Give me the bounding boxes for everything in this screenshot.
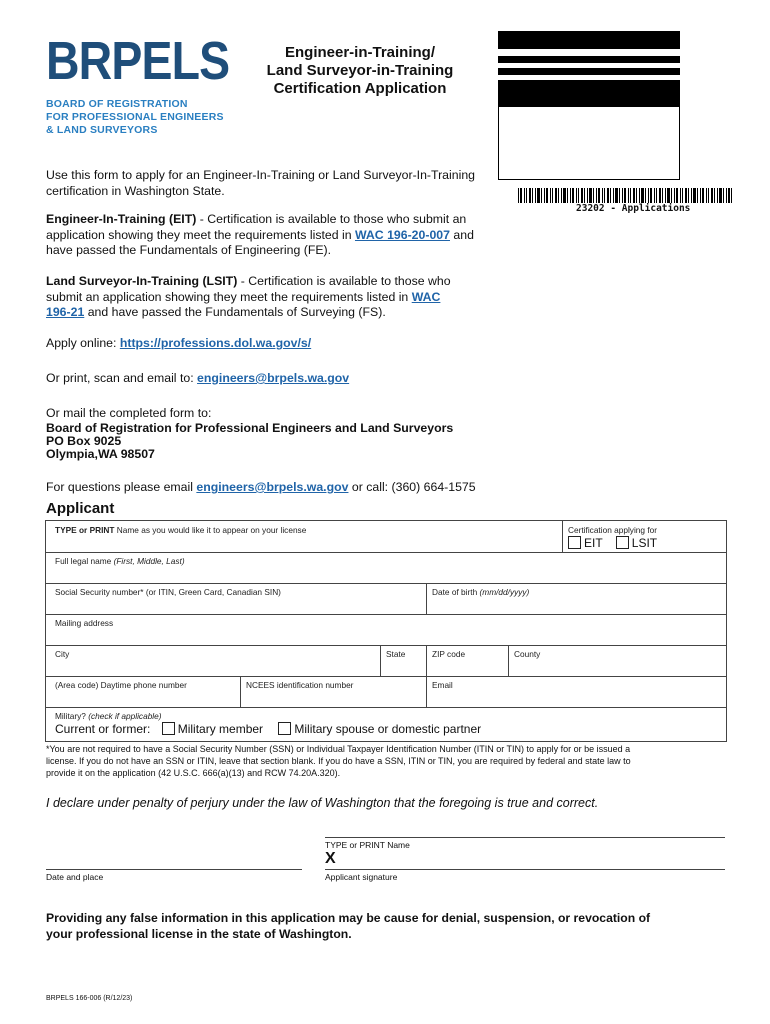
eit-checkbox-box[interactable] <box>568 536 581 549</box>
office-use-bar <box>498 80 680 106</box>
military-member-checkbox-box[interactable] <box>162 722 175 735</box>
signature-label: Applicant signature <box>325 872 398 882</box>
military-spouse-checkbox[interactable]: Military spouse or domestic partner <box>278 722 481 736</box>
certification-label: Certification applying for <box>568 525 658 535</box>
print-name-label: TYPE or PRINT Name <box>325 840 410 850</box>
certification-options <box>568 536 657 550</box>
mailing-address-field[interactable]: Mailing address <box>55 618 114 628</box>
signature-line <box>325 869 725 870</box>
barcode-label: 23202 - Applications <box>576 203 691 214</box>
full-legal-name-field[interactable]: Full legal name (First, Middle, Last) <box>55 556 185 566</box>
license-name-field[interactable]: TYPE or PRINT Name as you would like it to appear on your license <box>55 525 307 535</box>
col-divider <box>426 583 427 614</box>
ssn-field[interactable]: Social Security number* (or ITIN, Green Card, Canadian SIN) <box>55 587 281 597</box>
zip-field[interactable]: ZIP code <box>432 649 466 659</box>
office-use-bar <box>498 31 680 49</box>
print-name-line <box>325 837 725 838</box>
eit-paragraph: Engineer-In-Training (EIT) - Certification is available to those who submit an application showing they meet the requirements listed in WAC 196-20-007 and have passed the Fundamentals of Engineering (FE). <box>46 212 474 257</box>
questions-email-link[interactable]: engineers@brpels.wa.gov <box>196 480 349 494</box>
brpels-logo: BRPELS <box>46 31 230 91</box>
city-field[interactable]: City <box>55 649 70 659</box>
barcode <box>518 188 732 203</box>
col-divider <box>426 645 427 707</box>
office-use-box <box>498 106 680 180</box>
applicant-heading: Applicant <box>46 500 115 517</box>
military-spouse-checkbox-box[interactable] <box>278 722 291 735</box>
wac-196-20-007-link[interactable]: WAC 196-20-007 <box>354 227 450 242</box>
email-field[interactable]: Email <box>432 680 453 690</box>
military-label: Military? (check if applicable) <box>55 711 162 721</box>
wac-196-21-link[interactable]: WAC <box>411 289 441 304</box>
page-title: Engineer-in-Training/ Land Surveyor-in-Training Certification Application <box>266 44 454 97</box>
wac-196-21-link[interactable]: 196-21 <box>46 305 85 319</box>
state-field[interactable]: State <box>386 649 406 659</box>
county-field[interactable]: County <box>514 649 541 659</box>
apply-online-link[interactable]: https://professions.dol.wa.gov/s/ <box>119 336 312 350</box>
form-id: BRPELS 166-006 (R/12/23) <box>46 995 133 1002</box>
date-place-input[interactable] <box>46 852 302 868</box>
office-use-bar <box>498 56 680 63</box>
questions-line: For questions please email engineers@brpels.wa.gov or call: (360) 664-1575 <box>46 480 476 494</box>
military-options: Current or former: Military member Military spouse or domestic partner <box>55 722 482 736</box>
col-divider <box>562 521 563 552</box>
ncees-id-field[interactable]: NCEES identification number <box>246 680 354 690</box>
signature-x-mark: X <box>325 850 336 867</box>
row-divider <box>46 583 726 584</box>
row-divider <box>46 645 726 646</box>
row-divider <box>46 707 726 708</box>
row-divider <box>46 552 726 553</box>
email-instructions: Or print, scan and email to: engineers@brpels.wa.gov <box>46 371 350 385</box>
col-divider <box>380 645 381 676</box>
date-place-label: Date and place <box>46 872 104 882</box>
date-place-line <box>46 869 302 870</box>
intro-paragraph: Use this form to apply for an Engineer-In-Training or Land Surveyor-In-Training certification in Washington State. <box>46 168 475 198</box>
print-name-input[interactable] <box>325 851 725 867</box>
apply-online: Apply online: https://professions.dol.wa.gov/s/ <box>46 336 312 350</box>
applicant-form <box>45 520 727 742</box>
mail-instructions: Or mail the completed form to: Board of Registration for Professional Engineers and Land Surveyors PO Box 9025 Olympia,WA 98507 <box>46 406 454 461</box>
false-info-warning: Providing any false information in this application may be cause for denial, suspension, or revocation of your professional license in the state of Washington. <box>46 911 651 941</box>
ssn-note: *You are not required to have a Social Security Number (SSN) or Individual Taxpayer Identification Number (ITIN or TIN) to apply for or be issued a license. If you do not have an SSN or ITIN, leave that section blank. If you do have a SSN, ITIN or TIN, you are required by federal and state law to provide it on the application (42 U.S.C. 666(a)(13) and RCW 74.20A.320). <box>46 744 631 779</box>
row-divider <box>46 614 726 615</box>
row-divider <box>46 676 726 677</box>
email-link[interactable]: engineers@brpels.wa.gov <box>197 371 350 385</box>
office-use-bar <box>498 68 680 75</box>
perjury-declaration: I declare under penalty of perjury under the law of Washington that the foregoing is true and correct. <box>46 796 599 810</box>
lsit-checkbox[interactable]: LSIT <box>616 536 657 550</box>
col-divider <box>240 676 241 707</box>
lsit-checkbox-box[interactable] <box>616 536 629 549</box>
lsit-paragraph: Land Surveyor-In-Training (LSIT) - Certification is available to those who submit an application showing they meet the requirements listed in WAC 196-21 and have passed the Fundamentals of Surveying (FS). <box>46 274 451 319</box>
dob-field[interactable]: Date of birth (mm/dd/yyyy) <box>432 587 530 597</box>
eit-checkbox[interactable]: EIT <box>568 536 602 550</box>
phone-field[interactable]: (Area code) Daytime phone number <box>55 680 187 690</box>
col-divider <box>508 645 509 676</box>
logo-subtitle: BOARD OF REGISTRATION FOR PROFESSIONAL ENGINEERS & LAND SURVEYORS <box>46 98 224 136</box>
military-member-checkbox[interactable]: Military member <box>162 722 263 736</box>
